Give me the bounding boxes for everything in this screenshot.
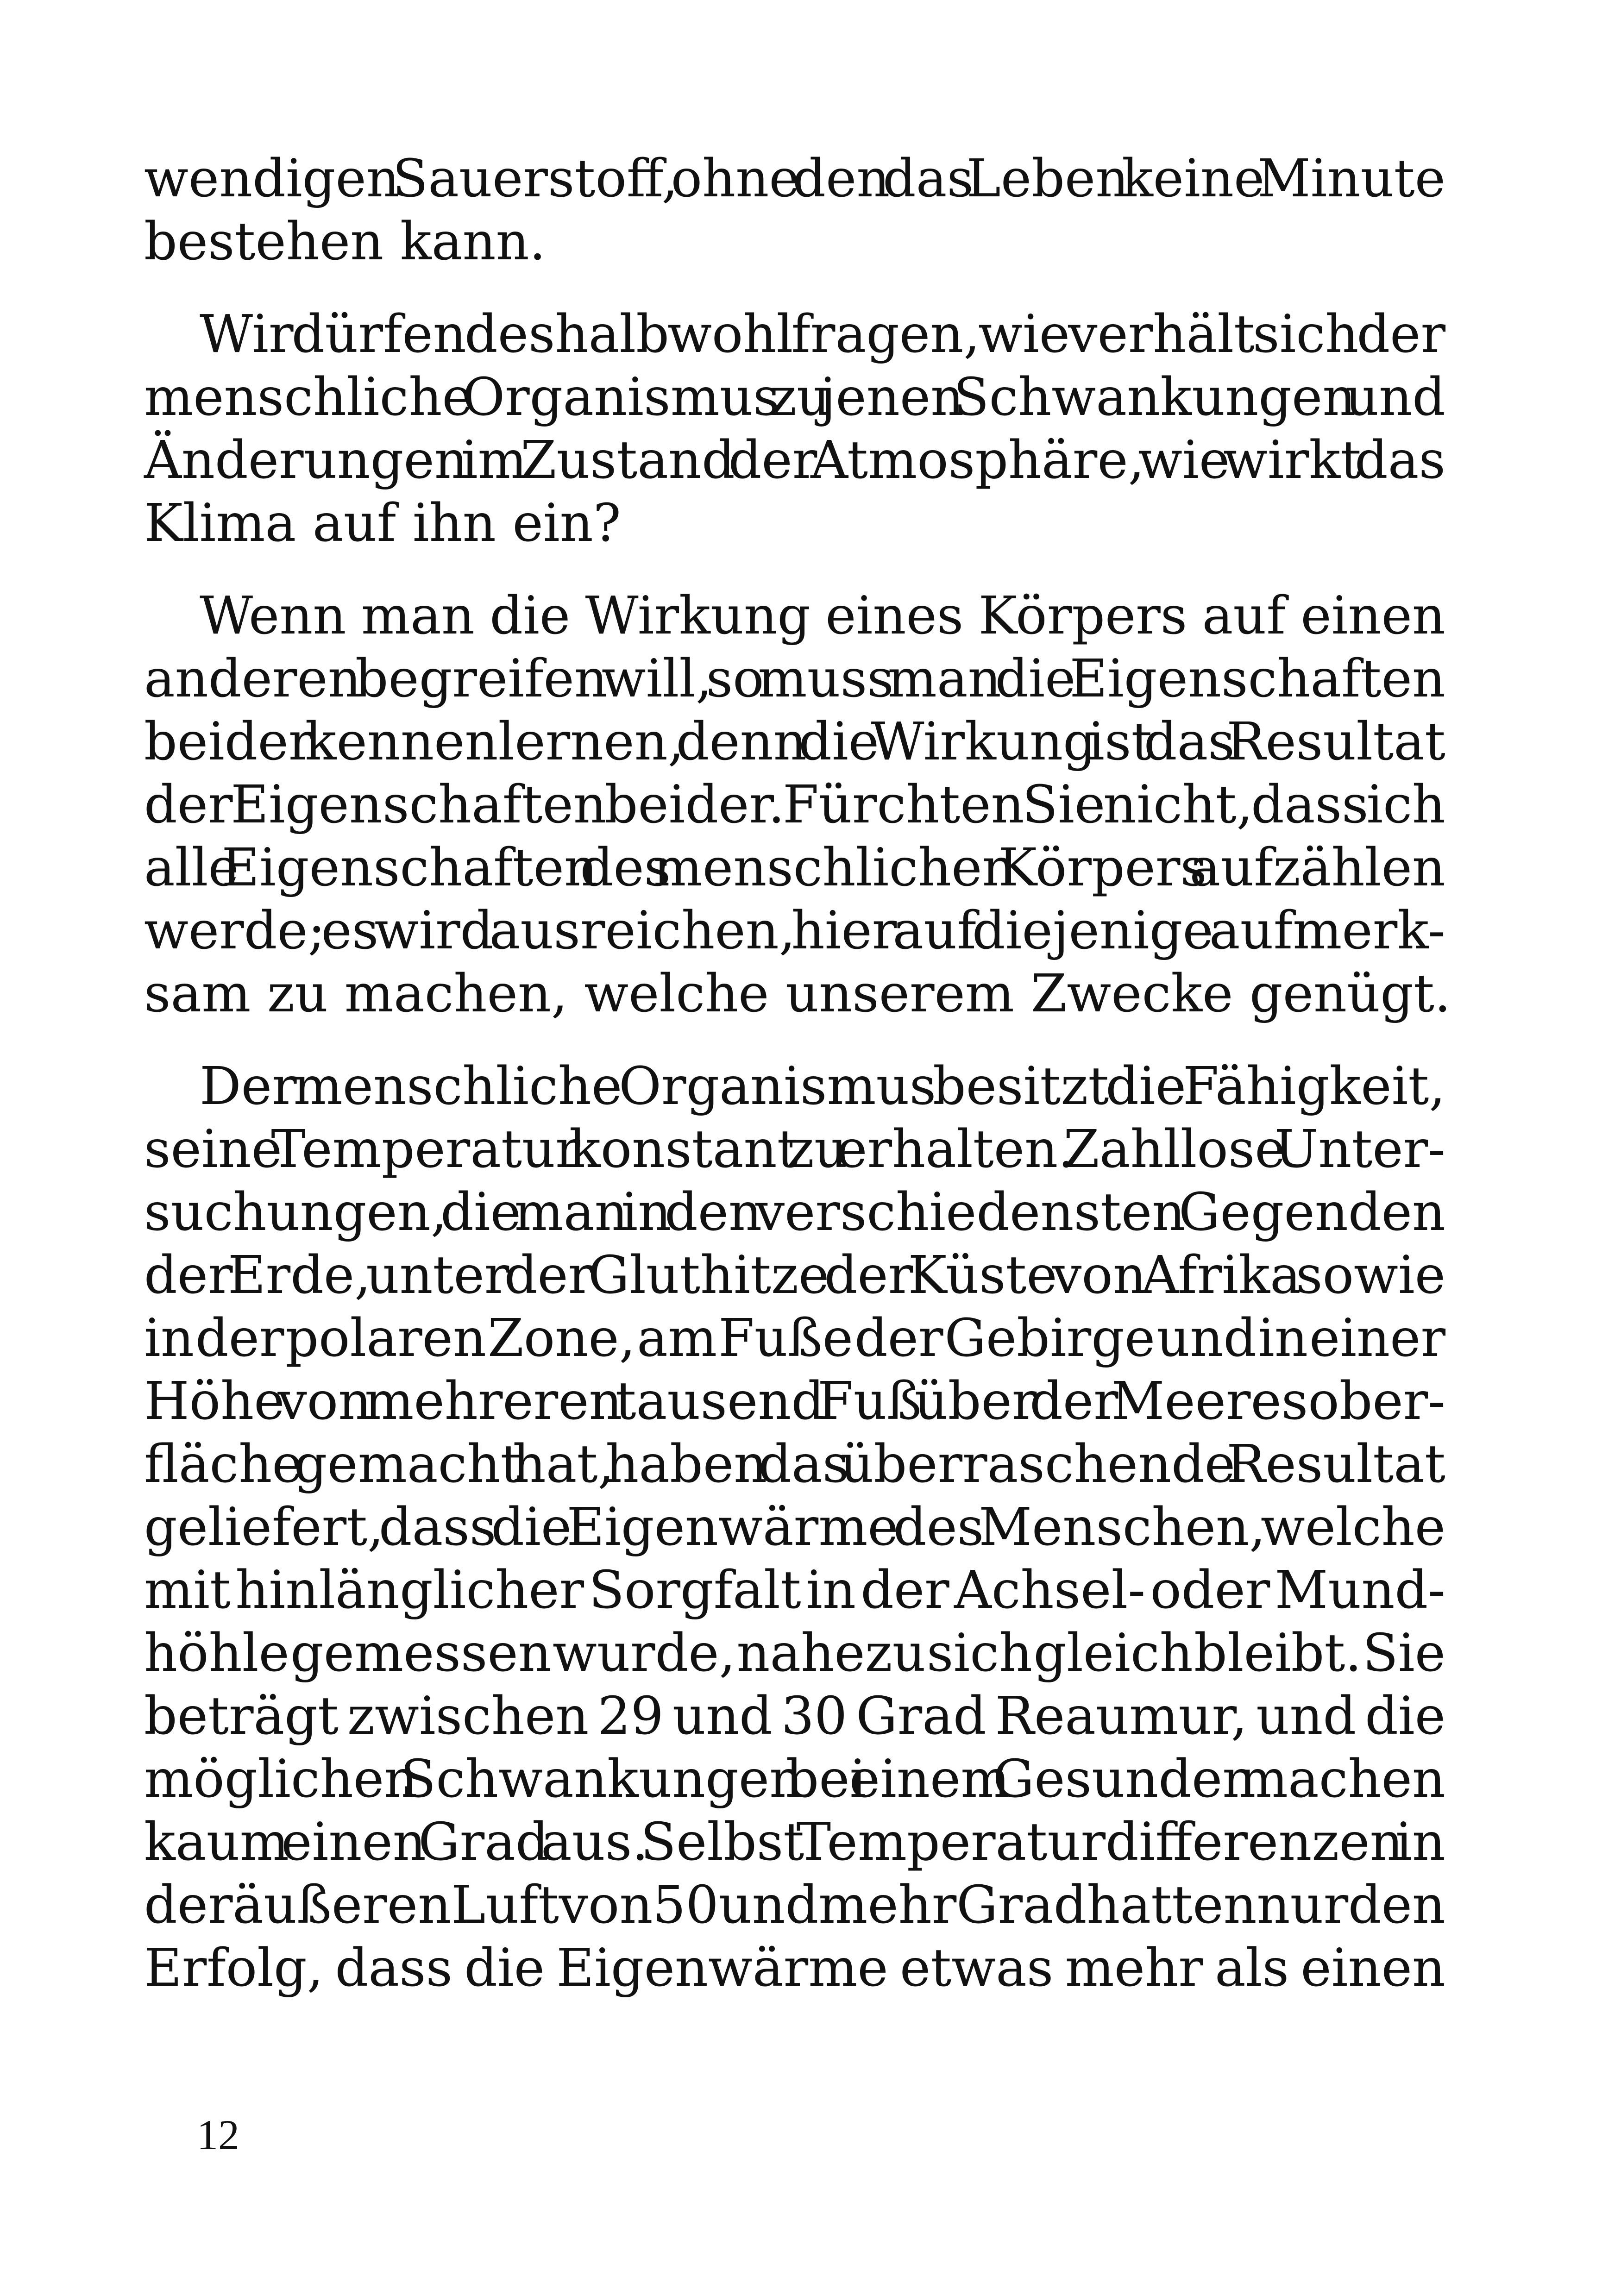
text-line: höhle gemessen wurde, nahezu sich gleich bleibt. Sie [144, 1623, 1445, 1683]
text-line: mit hinlänglicher Sorgfalt in der Achsel- oder Mund- [144, 1560, 1445, 1620]
paragraph-1 [144, 147, 1445, 273]
paragraph-3 [144, 584, 1451, 1025]
text-line: bestehen kann. [144, 212, 546, 272]
text-line: beider kennenlernen, denn die Wirkung ist das Resultat [144, 712, 1445, 772]
text-line: beträgt zwischen 29 und 30 Grad Reaumur, und die [144, 1686, 1445, 1746]
text-line: der Erde, unter der Gluthitze der Küste von Afrika sowie [144, 1245, 1445, 1305]
text-line: sam zu machen, welche unserem Zwecke genügt. [144, 964, 1451, 1024]
text-line: menschliche Organismus zu jenen Schwankungen und [144, 367, 1445, 427]
text-line: alle Eigenschaften des menschlichen Körpers aufzählen [144, 838, 1445, 898]
text-line: der äußeren Luft von 50 und mehr Grad hatten nur den [144, 1875, 1445, 1935]
text-line: in der polaren Zone, am Fuße der Gebirge und in einer [144, 1308, 1445, 1368]
text-line: Der menschliche Organismus besitzt die Fähigkeit, [200, 1056, 1445, 1117]
text-line: geliefert, dass die Eigenwärme des Menschen, welche [144, 1497, 1445, 1557]
text-line: fläche gemacht hat, haben das überraschende Resultat [144, 1434, 1445, 1494]
text-line: Änderungen im Zustand der Atmosphäre, wie wirkt das [144, 430, 1445, 490]
text-line: anderen begreifen will, so muss man die Eigenschaften [144, 649, 1445, 709]
text-line: möglichen Schwankungen bei einem Gesunden machen [144, 1749, 1445, 1809]
text-line: werde; es wird ausreichen, hier auf diejenige aufmerk- [144, 901, 1445, 961]
text-line: der Eigenschaften beider. Fürchten Sie nicht, dass ich [144, 775, 1445, 835]
text-line: wendigen Sauerstoff, ohne den das Leben keine Minute [144, 149, 1445, 209]
body-text [144, 147, 1451, 2029]
text-line: kaum einen Grad aus. Selbst Temperaturdifferenzen in [144, 1812, 1445, 1872]
text-line: Wenn man die Wirkung eines Körpers auf einen [200, 586, 1445, 646]
text-line: suchungen, die man in den verschiedensten Gegenden [144, 1182, 1445, 1242]
text-line: seine Temperatur konstant zu erhalten. Zahllose Unter- [144, 1119, 1445, 1179]
text-line: Höhe von mehreren tausend Fuß über der Meeresober- [144, 1371, 1445, 1431]
text-line: Wir dürfen deshalb wohl fragen, wie verhält sich der [200, 304, 1445, 364]
text-line: Erfolg, dass die Eigenwärme etwas mehr als einen [144, 1938, 1445, 1998]
page-number: 12 [197, 2111, 239, 2158]
text-line: Klima auf ihn ein? [144, 493, 621, 553]
paragraph-2 [144, 303, 1445, 555]
paragraph-4 [144, 1055, 1445, 2000]
